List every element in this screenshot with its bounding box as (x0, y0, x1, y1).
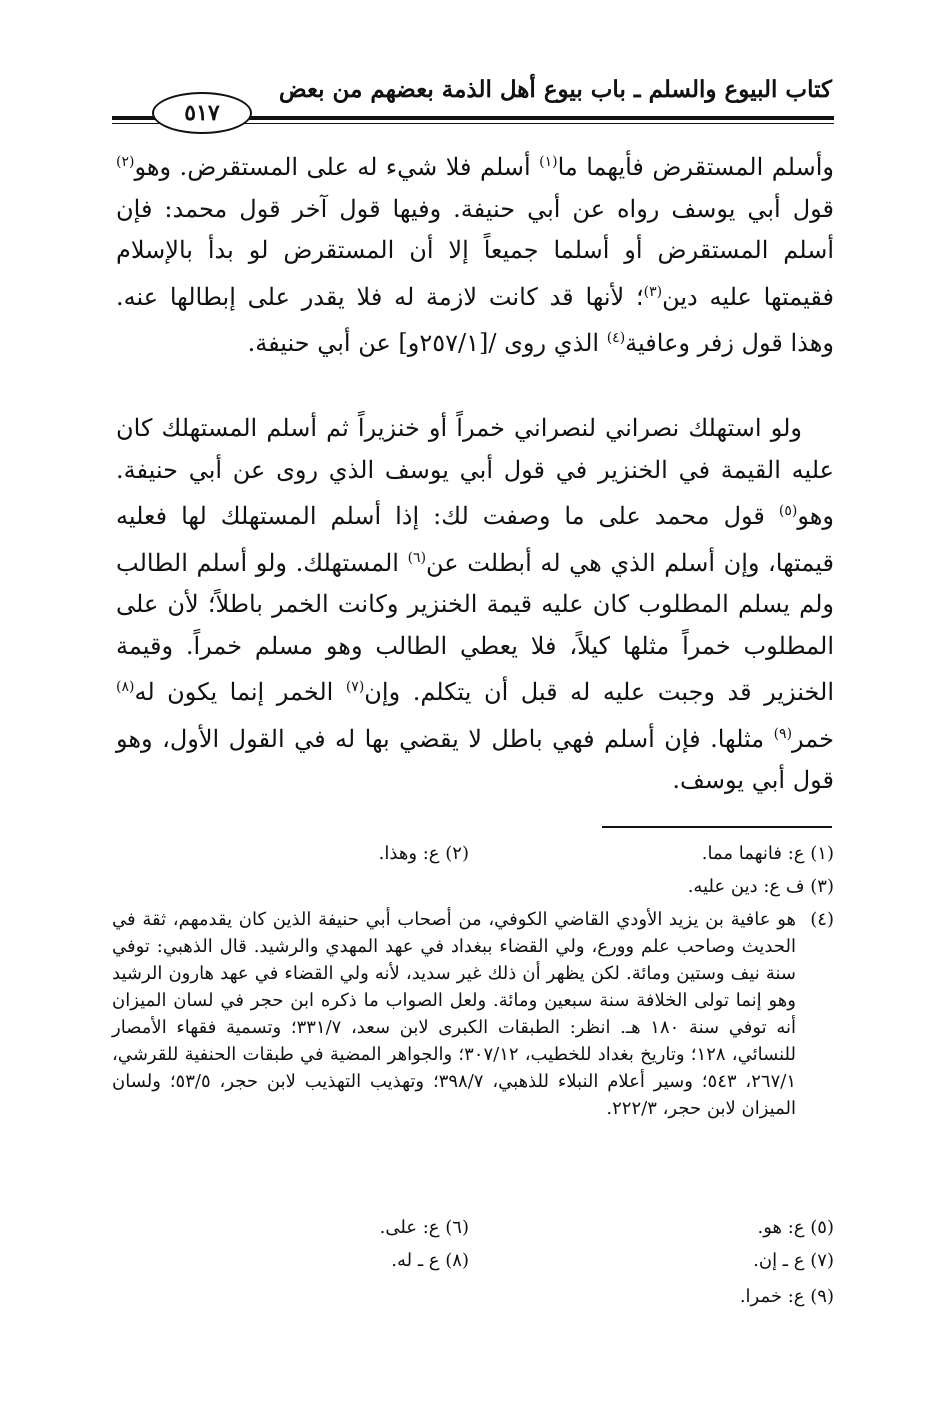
running-title: كتاب البيوع والسلم ـ باب بيوع أهل الذمة بعضهم من بعض (278, 76, 832, 103)
footnote-7: (٧) ع ـ إن. (753, 1250, 834, 1271)
page-header (112, 70, 834, 128)
text-segment: وأسلم المستقرض فأيهما ما (557, 153, 834, 181)
paragraph-1 (116, 142, 834, 365)
footnote-marker: (٨) (116, 679, 135, 695)
footnote-9: (٩) ع: خمرا. (739, 1286, 834, 1307)
footnote-row (112, 840, 834, 867)
footnote-marker: (٦) (407, 549, 427, 566)
text-segment: ولو استهلك نصراني لنصراني خمراً أو خنزيراً ثم أسلم المستهلك كان عليه القيمة في الخنزير في قول أبي يوسف الذي روى عن أبي حنيفة. وهو (116, 414, 834, 530)
text-segment: قول محمد على ما وصفت لك: إذا أسلم المستهلك لها فعليه قيمتها، وإن أسلم الذي هي له أبطلت عن (116, 502, 834, 577)
footnote-row (112, 1247, 834, 1274)
footnote-marker: (١) (539, 154, 558, 170)
footnote-6: (٦) ع: على. (379, 1217, 469, 1238)
footnote-4-number: (٤) (810, 909, 834, 930)
footnote-marker: (٩) (773, 725, 793, 742)
text-segment: ؛ لأنها قد كانت لازمة له فلا يقدر على إبطالها عنه. وهذا قول زفر وعافية (116, 282, 834, 357)
footnote-marker: (٤) (606, 330, 626, 346)
text-segment: قول أبي يوسف رواه عن أبي حنيفة. وفيها قول آخر قول محمد: فإن أسلم المستقرض أو أسلما جميعاً إلا أن المستقرض لو بدأ بالإسلام فقيمتها عليه دين (116, 194, 835, 311)
footnote-row (112, 1214, 834, 1241)
text-segment: خمر (792, 724, 834, 753)
page-number: ٥١٧ (152, 92, 252, 134)
footnote-marker: (٣) (643, 283, 663, 300)
footnote-row (112, 1283, 834, 1310)
footnote-row (112, 873, 834, 900)
text-segment: أسلم فلا شيء له على المستقرض. وهو (134, 153, 540, 181)
footnote-marker: (٥) (778, 503, 798, 519)
paragraph-2 (116, 408, 834, 802)
footnote-5: (٥) ع: هو. (757, 1217, 834, 1238)
footnote-2: (٢) ع: وهذا. (378, 843, 469, 864)
text-segment: مثلها. فإن أسلم فهي باطل لا يقضي بها له في القول الأول، وهو قول أبي يوسف. (116, 724, 834, 794)
footnote-1: (١) ع: فانهما مما. (701, 843, 834, 864)
footnote-marker: (٢) (116, 154, 135, 170)
footnote-4-text: هو عافية بن يزيد الأودي القاضي الكوفي، من أصحاب أبي حنيفة الذين كان يقدمهم، ثقة في الحديث وصاحب علم وورع، ولي القضاء ببغداد في عهد المهدي والرشيد. قال الذهبي: توفي سنة نيف وستين ومائة. لكن يظهر أن ذلك غير سديد، لأنه ولي القضاء في عهد هارون الرشيد وهو إنما تولى الخلافة سنة سبعين ومائة. ولعل الصواب ما ذكره ابن حجر في لسان الميزان أنه توفي سنة ١٨٠ هـ. انظر: الطبقات الكبرى لابن سعد، ٣٣١/٧؛ وتسمية فقهاء الأمصار للنسائي، ١٢٨؛ وتاريخ بغداد للخطيب، ٣٠٧/١٢؛ والجواهر المضية في طبقات الحنفية للقرشي، ٢٦٧/١، ٥٤٣؛ وسير أعلام النبلاء للذهبي، ٣٩٨/٧؛ وتهذيب التهذيب لابن حجر، ٥٣/٥؛ ولسان الميزان لابن حجر، ٢٢٢/٣. (112, 909, 797, 1119)
footnote-marker: (٧) (345, 679, 365, 695)
text-segment: المستهلك. ولو أسلم الطالب ولم يسلم المطلوب كان عليه قيمة الخنزير وكانت الخمر باطلاً؛ لأن على المطلوب خمراً مثلها كيلاً، فلا يعطي الطالب وهو مسلم خمراً. وقيمة الخنزير قد وجبت عليه له قبل أن يتكلم. وإن (116, 548, 835, 706)
footnote-8: (٨) ع ـ له. (391, 1250, 469, 1271)
footnote-separator (602, 826, 832, 828)
text-segment: الخمر إنما يكون له (134, 678, 346, 706)
footnote-3: (٣) ف ع: دين عليه. (687, 876, 834, 897)
footnote-4 (112, 906, 834, 1122)
text-segment: الذي روى /[٢٥٧/١و] عن أبي حنيفة. (247, 329, 607, 357)
